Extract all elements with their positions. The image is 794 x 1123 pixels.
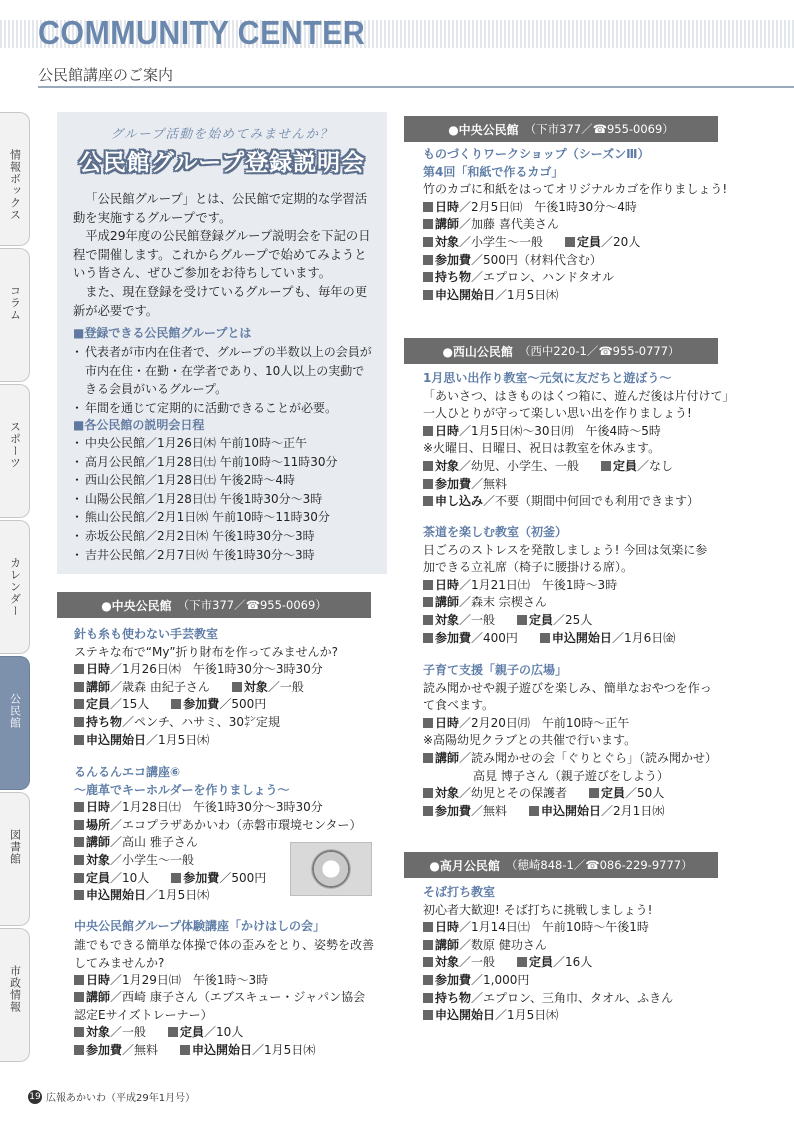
bullet-square-icon bbox=[423, 290, 433, 300]
list-item: ・ 吉井公民館／2月7日㈫ 午後1時30分～3時 bbox=[73, 546, 375, 565]
field-value: ／無料 bbox=[471, 803, 508, 818]
event-detail-row bbox=[423, 252, 723, 270]
bullet-square-icon bbox=[540, 633, 550, 643]
event-detail-row bbox=[74, 732, 384, 750]
field-label: 定員 bbox=[577, 234, 602, 249]
field-value: ／1月5日㈭ bbox=[495, 1008, 559, 1023]
field-value: ／エプロン、ハンドタオル bbox=[471, 270, 615, 285]
bullet-square-icon bbox=[423, 255, 433, 265]
field-value: ／幼児、小学生、一般 bbox=[459, 458, 580, 473]
section-contact: （下市377／☎955-0069） bbox=[177, 598, 327, 612]
section-header-takatsuki bbox=[404, 852, 718, 878]
event-detail-row bbox=[423, 919, 723, 937]
field-label: 対象 bbox=[86, 1025, 111, 1040]
bullet-square-icon bbox=[180, 1045, 190, 1055]
field-value: ／無料 bbox=[471, 476, 508, 491]
bullet-square-icon bbox=[423, 957, 433, 967]
event-detail-row bbox=[74, 799, 384, 817]
event-detail-row bbox=[74, 696, 384, 714]
field-label: 講師 bbox=[86, 835, 111, 850]
bullet-square-icon bbox=[74, 699, 84, 709]
field-label: 申込開始日 bbox=[551, 630, 612, 645]
event-detail-row bbox=[74, 1024, 384, 1042]
event-desc: て食べます。 bbox=[423, 698, 495, 713]
side-tab-label: コラム bbox=[8, 285, 22, 321]
keyholder-photo bbox=[290, 842, 372, 896]
event-detail-row bbox=[423, 990, 723, 1008]
bullet-square-icon bbox=[423, 202, 433, 212]
bullet-square-icon bbox=[423, 237, 433, 247]
event-handcraft bbox=[74, 626, 384, 749]
event-detail-row bbox=[423, 287, 723, 305]
side-tab-label: 情報ボックス bbox=[8, 149, 22, 221]
field-value: ／一般 bbox=[459, 955, 496, 970]
field-value: ／500円（材料代含む） bbox=[471, 252, 602, 267]
field-label: 講師 bbox=[435, 750, 460, 765]
bullet-square-icon bbox=[423, 806, 433, 816]
field-label: 対象 bbox=[435, 612, 460, 627]
section-name: ●西山公民館 bbox=[442, 344, 513, 359]
field-label: 日時 bbox=[435, 920, 460, 935]
section-name: ●中央公民館 bbox=[448, 122, 519, 137]
intro-paragraph: また、現在登録を受けているグループも、毎年の更新が必要です。 bbox=[73, 284, 368, 318]
section-contact: （穂崎848-1／☎086-229-9777） bbox=[505, 858, 693, 872]
field-value: ／なし bbox=[637, 458, 674, 473]
event-detail-row bbox=[423, 937, 723, 955]
bullet-square-icon bbox=[423, 993, 433, 1003]
event-detail-row bbox=[423, 594, 723, 612]
event-sado bbox=[423, 524, 723, 647]
field-label: 日時 bbox=[86, 662, 111, 677]
field-value: ／1月14日㈯ 午前10時～午後1時 bbox=[459, 920, 649, 935]
bullet-square-icon bbox=[423, 219, 433, 229]
bullet-square-icon bbox=[565, 237, 575, 247]
section-name: ●中央公民館 bbox=[101, 598, 172, 613]
keyholder-image bbox=[311, 849, 351, 889]
event-monozukuri bbox=[423, 146, 728, 304]
field-label: 対象 bbox=[435, 458, 460, 473]
event-detail-row bbox=[423, 216, 723, 234]
event-title: ものづくりワークショップ（シーズンⅢ） bbox=[423, 147, 650, 161]
field-value: ／数原 健功さん bbox=[459, 937, 547, 952]
field-value: ／1月28日㈯ 午後1時30分～3時30分 bbox=[110, 800, 323, 815]
publication-name: 広報あかいわ（平成29年1月号） bbox=[46, 1093, 196, 1104]
section-heading: ■ 各公民館の説明会日程 bbox=[73, 416, 204, 433]
event-detail-row bbox=[74, 1042, 384, 1060]
field-value: ／エプロン、三角巾、タオル、ふきん bbox=[471, 990, 674, 1005]
list-item: ・ 代表者が市内在住者で、グループの半数以上の会員が市内在住・在勤・在学者であり、10人以上の実動できる会員がいるグループ。 bbox=[73, 343, 375, 399]
list-item: ・ 中央公民館／1月26日㈭ 午前10時～正午 bbox=[73, 434, 375, 453]
bullet-square-icon bbox=[74, 1045, 84, 1055]
field-value: ／小学生～一般 bbox=[459, 234, 544, 249]
side-tab-community-center[interactable] bbox=[0, 656, 30, 790]
field-label: 講師 bbox=[435, 595, 460, 610]
event-desc: 読み聞かせや親子遊びを楽しみ、簡単なおやつを作っ bbox=[423, 680, 712, 695]
event-detail-row bbox=[423, 493, 723, 511]
field-label: 定員 bbox=[529, 612, 554, 627]
event-subtitle: ～鹿革でキーホルダーを作りましょう～ bbox=[74, 782, 290, 797]
event-desc: 初心者大歓迎! そば打ちに挑戦しましょう! bbox=[423, 902, 653, 917]
requirements-list bbox=[73, 343, 375, 417]
event-detail-row bbox=[74, 714, 384, 732]
side-tab-label: カレンダー bbox=[8, 557, 22, 617]
field-label: 対象 bbox=[243, 679, 268, 694]
side-tab-city-info[interactable] bbox=[0, 928, 30, 1062]
bullet-square-icon bbox=[517, 615, 527, 625]
field-label: 定員 bbox=[529, 955, 554, 970]
field-label: 日時 bbox=[435, 423, 460, 438]
event-detail-row bbox=[423, 476, 723, 494]
event-title: 子育て支援「親子の広場」 bbox=[423, 663, 568, 677]
field-label: 申込開始日 bbox=[435, 287, 496, 302]
section-header-chuo-right bbox=[404, 116, 718, 142]
event-desc: 「あいさつ、はきものはくつ箱に、遊んだ後は片付けて」 bbox=[423, 388, 735, 403]
group-registration-box bbox=[57, 112, 387, 574]
side-tab-label: 市政情報 bbox=[8, 965, 22, 1013]
event-detail-row bbox=[423, 972, 723, 990]
event-detail-row bbox=[423, 612, 723, 630]
field-label: 参加費 bbox=[86, 1042, 123, 1057]
bullet-square-icon bbox=[589, 788, 599, 798]
field-value: ／1月21日㈯ 午後1時～3時 bbox=[459, 577, 618, 592]
event-detail-row bbox=[423, 269, 723, 287]
bullet-square-icon bbox=[423, 633, 433, 643]
section-heading: ■ 登録できる公民館グループとは bbox=[73, 324, 251, 341]
bullet-square-icon bbox=[423, 940, 433, 950]
field-label: 参加費 bbox=[435, 972, 472, 987]
bullet-square-icon bbox=[74, 682, 84, 692]
section-name: ●高月公民館 bbox=[429, 858, 500, 873]
field-label: 申込開始日 bbox=[86, 732, 147, 747]
field-value: ／1月5日㈭～30日㈪ 午後4時～5時 bbox=[459, 423, 661, 438]
field-value: ／1月5日㈭ bbox=[146, 888, 210, 903]
event-desc: 加できる立礼席（椅子に腰掛ける席）。 bbox=[423, 560, 634, 575]
event-desc: 一人ひとりが守って楽しい思い出を作りましょう! bbox=[423, 406, 692, 421]
side-tab-column[interactable] bbox=[0, 248, 30, 382]
field-value: ／25人 bbox=[553, 612, 593, 627]
event-detail-row bbox=[74, 989, 384, 1007]
bullet-square-icon bbox=[74, 975, 84, 985]
field-value: ／10人 bbox=[204, 1025, 244, 1040]
field-value: ／不要（期間中何回でも利用できます） bbox=[483, 494, 700, 509]
field-label: 定員 bbox=[180, 1025, 205, 1040]
side-tab-library[interactable] bbox=[0, 792, 30, 926]
event-omoide bbox=[423, 370, 735, 511]
bullet-square-icon bbox=[423, 788, 433, 798]
bullet-square-icon bbox=[74, 837, 84, 847]
field-label: 持ち物 bbox=[435, 270, 472, 285]
bullet-square-icon bbox=[423, 922, 433, 932]
field-value: ／一般 bbox=[267, 679, 304, 694]
event-soba bbox=[423, 884, 723, 1025]
field-value: ／20人 bbox=[601, 234, 641, 249]
bullet-square-icon bbox=[74, 664, 84, 674]
event-oyako bbox=[423, 662, 723, 820]
event-kakehashi bbox=[74, 918, 384, 1060]
field-value: ／1,000円 bbox=[471, 972, 530, 987]
field-label: 参加費 bbox=[435, 252, 472, 267]
event-detail-row bbox=[423, 750, 723, 768]
field-label: 持ち物 bbox=[435, 990, 472, 1005]
side-tab-label: 公民館 bbox=[8, 693, 22, 729]
field-value: ／400円 bbox=[471, 630, 518, 645]
event-detail-row bbox=[74, 661, 384, 679]
bullet-square-icon bbox=[171, 873, 181, 883]
field-value: ／1月26日㈭ 午後1時30分～3時30分 bbox=[110, 662, 323, 677]
event-title: 中央公民館グループ体験講座「かけはしの会」 bbox=[74, 919, 326, 933]
list-item: ・ 山陽公民館／1月28日㈯ 午後1時30分～3時 bbox=[73, 490, 375, 509]
bullet-square-icon bbox=[423, 615, 433, 625]
header bbox=[0, 0, 794, 52]
list-item: ・ 赤坂公民館／2月2日㈭ 午後1時30分～3時 bbox=[73, 527, 375, 546]
bullet-square-icon bbox=[423, 479, 433, 489]
box-intro bbox=[73, 190, 375, 320]
bullet-square-icon bbox=[74, 735, 84, 745]
section-contact: （西中220-1／☎955-0777） bbox=[518, 344, 680, 358]
intro-paragraph: 「公民館グループ」とは、公民館で定期的な学習活動を実施するグループです。 bbox=[73, 192, 368, 225]
field-label: 日時 bbox=[435, 715, 460, 730]
event-detail-row bbox=[74, 972, 384, 990]
bullet-square-icon bbox=[74, 1027, 84, 1037]
field-value: ／2月1日㈬ bbox=[601, 803, 665, 818]
field-label: 日時 bbox=[435, 199, 460, 214]
field-value: ／一般 bbox=[459, 612, 496, 627]
field-value: ／無料 bbox=[122, 1042, 159, 1057]
box-title: 公民館グループ登録説明会 bbox=[78, 150, 366, 176]
section-header-chuo bbox=[57, 592, 371, 618]
bullet-square-icon bbox=[423, 1010, 433, 1020]
field-label: 定員 bbox=[613, 458, 638, 473]
field-value: ／1月5日㈭ bbox=[252, 1042, 316, 1057]
event-detail-row bbox=[74, 817, 384, 835]
list-item: ・ 熊山公民館／2月1日㈬ 午前10時～11時30分 bbox=[73, 508, 375, 527]
field-label: 対象 bbox=[435, 786, 460, 801]
schedule-list bbox=[73, 434, 375, 564]
event-desc: 竹のカゴに和紙をはってオリジナルカゴを作りましょう! bbox=[423, 182, 728, 197]
bullet-square-icon bbox=[529, 806, 539, 816]
field-value: ／15人 bbox=[110, 697, 150, 712]
field-value: ／1月5日㈭ bbox=[146, 732, 210, 747]
list-item: ・ 高月公民館／1月28日㈯ 午前10時～11時30分 bbox=[73, 453, 375, 472]
field-value: ／1月6日㈮ bbox=[611, 630, 676, 645]
bullet-square-icon bbox=[74, 855, 84, 865]
event-desc: 日ごろのストレスを発散しましょう! 今回は気楽に参 bbox=[423, 542, 708, 557]
bullet-square-icon bbox=[423, 975, 433, 985]
bullet-square-icon bbox=[232, 682, 242, 692]
bullet-square-icon bbox=[423, 461, 433, 471]
event-note: ※高陽幼児クラブとの共催で行います。 bbox=[423, 733, 637, 748]
field-label: 申込開始日 bbox=[192, 1042, 253, 1057]
event-note: ※火曜日、日曜日、祝日は教室を休みます。 bbox=[423, 441, 661, 456]
field-label: 参加費 bbox=[435, 630, 472, 645]
bullet-square-icon bbox=[423, 426, 433, 436]
event-detail-row bbox=[423, 423, 723, 441]
field-value: ／2月20日㈪ 午前10時～正午 bbox=[459, 715, 630, 730]
bullet-square-icon bbox=[601, 461, 611, 471]
event-title: そば打ち教室 bbox=[423, 885, 496, 899]
bullet-square-icon bbox=[168, 1027, 178, 1037]
event-desc: ステキな布で“My”折り財布を作ってみませんか? bbox=[74, 644, 339, 659]
field-label: 申込開始日 bbox=[435, 1008, 496, 1023]
field-label: 参加費 bbox=[183, 870, 220, 885]
page-footer bbox=[28, 1089, 195, 1104]
event-title: 茶道を楽しむ教室（初釜） bbox=[423, 525, 568, 539]
event-detail-row bbox=[423, 630, 723, 648]
event-detail-row bbox=[423, 1007, 723, 1025]
field-label: 参加費 bbox=[183, 697, 220, 712]
bullet-square-icon bbox=[74, 802, 84, 812]
field-value: ／16人 bbox=[553, 955, 593, 970]
field-label: 参加費 bbox=[435, 803, 472, 818]
event-detail-row bbox=[423, 234, 723, 252]
section-contact: （下市377／☎955-0069） bbox=[524, 122, 674, 136]
box-catchphrase: グループ活動を始めてみませんか？ bbox=[110, 126, 334, 141]
bullet-square-icon bbox=[423, 753, 433, 763]
side-tab-info-box[interactable] bbox=[0, 112, 30, 246]
event-title: 1月思い出作り教室～元気に友だちと遊ぼう～ bbox=[423, 371, 672, 385]
side-tab-sports[interactable] bbox=[0, 384, 30, 518]
field-value: ／西崎 康子さん（エブスキュー・ジャパン協会 bbox=[110, 990, 366, 1005]
field-label: 持ち物 bbox=[86, 714, 123, 729]
bullet-square-icon bbox=[423, 496, 433, 506]
field-label: 日時 bbox=[435, 577, 460, 592]
field-value: ／小学生～一般 bbox=[110, 852, 195, 867]
event-desc: 誰でもできる簡単な体操で体の歪みをとり、姿勢を改善してみませんか? bbox=[74, 937, 375, 970]
field-label: 対象 bbox=[435, 234, 460, 249]
field-label: 申し込み bbox=[435, 494, 484, 509]
event-detail-row bbox=[423, 803, 723, 821]
event-detail-row bbox=[423, 577, 723, 595]
bullet-square-icon bbox=[171, 699, 181, 709]
field-label: 日時 bbox=[86, 972, 111, 987]
instructor-detail: 高見 博子さん（親子遊びをしよう） bbox=[473, 768, 669, 783]
section-header-nishiyama bbox=[404, 338, 718, 364]
field-value: ／1月5日㈭ bbox=[495, 287, 559, 302]
bullet-square-icon bbox=[74, 873, 84, 883]
field-value: ／森末 宗楔さん bbox=[459, 595, 547, 610]
field-value: ／高山 雅子さん bbox=[110, 835, 198, 850]
field-value: ／ペンチ、ハサミ、30㌢定規 bbox=[122, 714, 280, 729]
field-label: 場所 bbox=[86, 817, 111, 832]
bullet-square-icon bbox=[74, 890, 84, 900]
field-value: ／一般 bbox=[110, 1025, 147, 1040]
field-label: 申込開始日 bbox=[86, 888, 147, 903]
intro-paragraph: 平成29年度の公民館登録グループ説明会を下記の日程で開催します。これからグループで始めてみようという皆さん、ぜひご参加をお待ちしています。 bbox=[73, 229, 371, 281]
bullet-square-icon bbox=[423, 718, 433, 728]
field-label: 講師 bbox=[86, 990, 111, 1005]
field-label: 日時 bbox=[86, 800, 111, 815]
page-number: 19 bbox=[29, 1091, 41, 1102]
side-tab-label: スポーツ bbox=[8, 421, 22, 469]
bullet-square-icon bbox=[423, 597, 433, 607]
field-label: 参加費 bbox=[435, 476, 472, 491]
field-value: ／2月5日㈰ 午後1時30分～4時 bbox=[459, 199, 637, 214]
page-title: COMMUNITY CENTER bbox=[38, 14, 366, 51]
event-detail-row bbox=[423, 199, 723, 217]
side-tab-label: 図書館 bbox=[8, 829, 22, 865]
bullet-square-icon bbox=[517, 957, 527, 967]
field-value: ／読み聞かせの会「ぐりとぐら」（読み聞かせ） bbox=[459, 750, 718, 765]
field-label: 講師 bbox=[435, 217, 460, 232]
field-value: ／歳森 由紀子さん bbox=[110, 679, 210, 694]
event-subtitle: 第4回「和紙で作るカゴ」 bbox=[423, 164, 564, 179]
field-value: ／1月29日㈰ 午後1時～3時 bbox=[110, 972, 269, 987]
event-detail-row bbox=[423, 715, 723, 733]
field-value: ／10人 bbox=[110, 870, 150, 885]
field-label: 申込開始日 bbox=[541, 803, 602, 818]
bullet-square-icon bbox=[74, 992, 84, 1002]
side-tab-calendar[interactable] bbox=[0, 520, 30, 654]
instructor-detail: 認定Eサイズトレーナー） bbox=[74, 1007, 213, 1022]
header-divider bbox=[38, 86, 794, 88]
bullet-square-icon bbox=[74, 717, 84, 727]
field-value: ／エコプラザあかいわ（赤磐市環境センター） bbox=[110, 817, 362, 832]
field-label: 対象 bbox=[435, 955, 460, 970]
field-value: ／幼児とその保護者 bbox=[459, 786, 568, 801]
event-detail-row bbox=[74, 679, 384, 697]
bullet-square-icon bbox=[74, 820, 84, 830]
list-item: ・ 西山公民館／1月28日㈯ 午後2時～4時 bbox=[73, 471, 375, 490]
list-item: ・ 年間を通じて定期的に活動できることが必要。 bbox=[73, 399, 375, 418]
field-value: ／500円 bbox=[219, 870, 267, 885]
page-subtitle: 公民館講座のご案内 bbox=[38, 66, 174, 84]
field-label: 講師 bbox=[435, 937, 460, 952]
event-title: るんるんエコ講座⑥ bbox=[74, 765, 181, 779]
field-label: 講師 bbox=[86, 679, 111, 694]
field-value: ／50人 bbox=[625, 786, 665, 801]
event-detail-row bbox=[423, 458, 723, 476]
field-value: ／加藤 喜代美さん bbox=[459, 217, 559, 232]
field-label: 定員 bbox=[86, 697, 111, 712]
event-detail-row bbox=[423, 954, 723, 972]
bullet-square-icon bbox=[423, 580, 433, 590]
event-title: 針も糸も使わない手芸教室 bbox=[74, 627, 219, 641]
field-label: 定員 bbox=[601, 786, 626, 801]
bullet-square-icon bbox=[423, 272, 433, 282]
field-value: ／500円 bbox=[219, 697, 267, 712]
field-label: 対象 bbox=[86, 852, 111, 867]
event-detail-row bbox=[423, 785, 723, 803]
field-label: 定員 bbox=[86, 870, 111, 885]
